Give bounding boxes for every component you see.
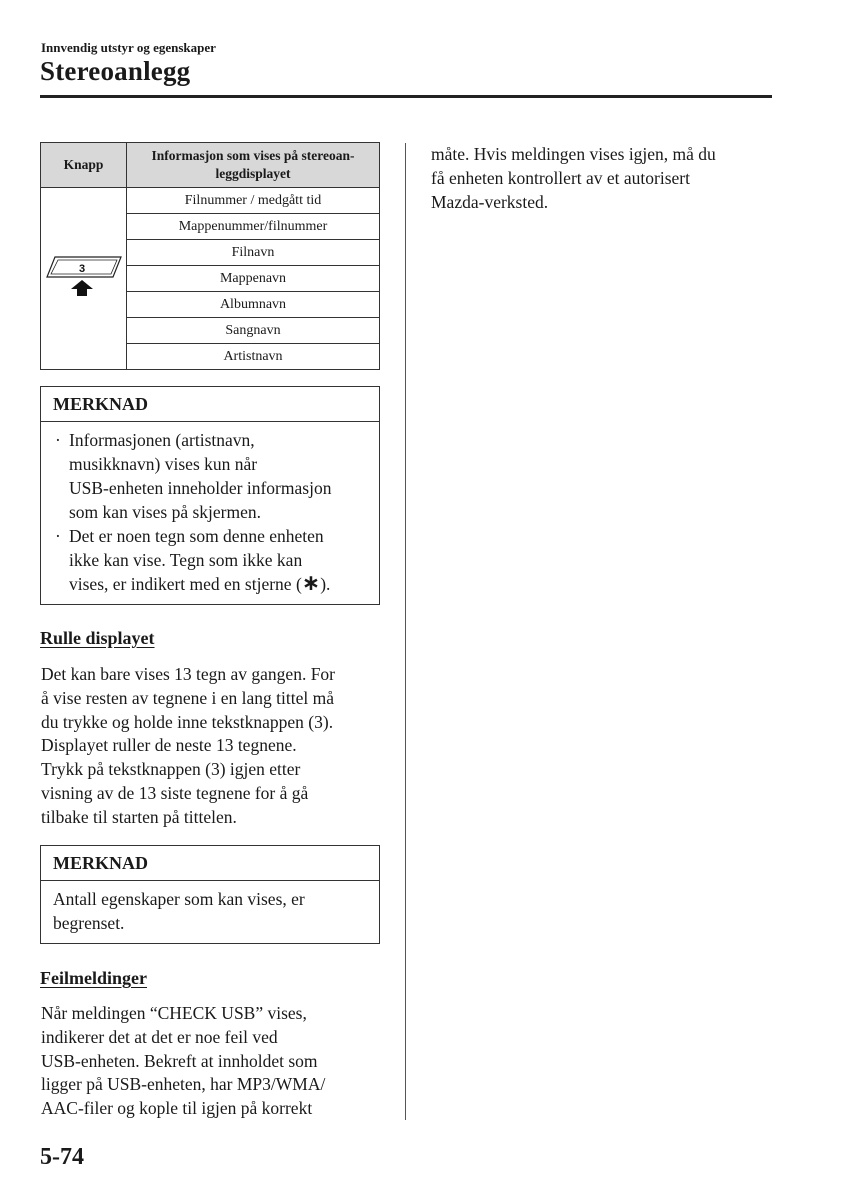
note-line: musikknavn) vises kun når: [69, 454, 258, 474]
text-line: Trykk på tekstknappen (3) igjen etter: [41, 759, 301, 780]
note-line: USB-enheten inneholder informasjon: [69, 478, 332, 498]
note-line-end: ).: [320, 574, 331, 594]
text-line: indikerer det at det er noe feil ved: [41, 1026, 278, 1047]
note-line: [69, 572, 369, 596]
text-line: Når meldingen “CHECK USB” vises,: [41, 1003, 307, 1023]
note-line: Informasjonen (artistnavn,: [69, 430, 255, 450]
note-bullet: [53, 428, 369, 524]
scroll-paragraph: [41, 663, 335, 830]
text-line: tilbake til starten på tittelen.: [41, 806, 237, 827]
text-line: du trykke og holde inne tekstknappen (3).: [41, 711, 334, 732]
note-heading: MERKNAD: [41, 846, 379, 881]
text-line: Displayet ruller de neste 13 tegnene.: [41, 735, 297, 756]
page-title: Stereoanlegg: [40, 56, 191, 86]
table-header-button: Knapp: [41, 143, 127, 188]
text-line: få enheten kontrollert av et autorisert: [431, 167, 690, 188]
text-line: måte. Hvis meldingen vises igjen, må du: [431, 144, 716, 164]
table-cell: Mappenummer/filnummer: [127, 214, 380, 240]
note-box-1: [40, 386, 380, 605]
right-column-paragraph: [431, 143, 716, 214]
note-line: Det er noen tegn som denne enheten: [69, 526, 324, 546]
text-button-3-icon: [45, 256, 123, 302]
section-label: Innvendig utstyr og egenskaper: [41, 40, 216, 55]
table-cell: Mappenavn: [127, 266, 380, 292]
bullet-dot: ·: [55, 430, 61, 450]
bullet-dot: ·: [55, 526, 61, 546]
button-cell: [41, 188, 127, 370]
error-paragraph: [41, 1002, 325, 1121]
table-header-row: [41, 143, 380, 188]
text-line: visning av de 13 siste tegnene for å gå: [41, 782, 309, 803]
text-line: Det kan bare vises 13 tegn av gangen. For: [41, 664, 336, 684]
note-body: [41, 881, 379, 943]
button-number-label: 3: [78, 262, 85, 275]
table-cell: Sangnavn: [127, 318, 380, 344]
table-cell: Filnummer / medgått tid: [127, 188, 380, 214]
text-line: USB-enheten. Bekreft at innholdet som: [41, 1050, 318, 1071]
table-cell: Albumnavn: [127, 292, 380, 318]
text-line: AAC-filer og kople til igjen på korrekt: [41, 1098, 313, 1119]
note-line-text: vises, er indikert med en stjerne (: [69, 574, 302, 594]
table-row: [41, 188, 380, 214]
heading-rulle-displayet: Rulle displayet: [40, 628, 155, 648]
note-box-2: [40, 845, 380, 944]
table-header-info-line1: Informasjon som vises på stereoan-: [151, 148, 355, 163]
heading-feilmeldinger: Feilmeldinger: [40, 968, 147, 988]
table-cell: Artistnavn: [127, 344, 380, 370]
note-heading: MERKNAD: [41, 387, 379, 422]
title-rule: [40, 95, 772, 98]
note-line: som kan vises på skjermen.: [69, 502, 261, 522]
page-number: 5-74: [40, 1144, 84, 1170]
note-line: ikke kan vise. Tegn som ikke kan: [69, 550, 303, 570]
table-header-info: [127, 143, 380, 188]
note-body: [41, 422, 379, 604]
table-header-info-line2: leggdisplayet: [215, 166, 291, 181]
star-icon: ∗: [301, 571, 321, 596]
text-line: ligger på USB-enheten, har MP3/WMA/: [41, 1074, 326, 1095]
note-bullet: [53, 524, 369, 596]
info-table: [40, 142, 380, 370]
text-line: Mazda-verksted.: [431, 191, 549, 212]
note-line: Antall egenskaper som kan vises, er: [53, 889, 305, 909]
note-line: begrenset.: [53, 913, 125, 933]
table-cell: Filnavn: [127, 240, 380, 266]
column-divider: [405, 143, 406, 1120]
text-line: å vise resten av tegnene i en lang tittel må: [41, 687, 335, 708]
